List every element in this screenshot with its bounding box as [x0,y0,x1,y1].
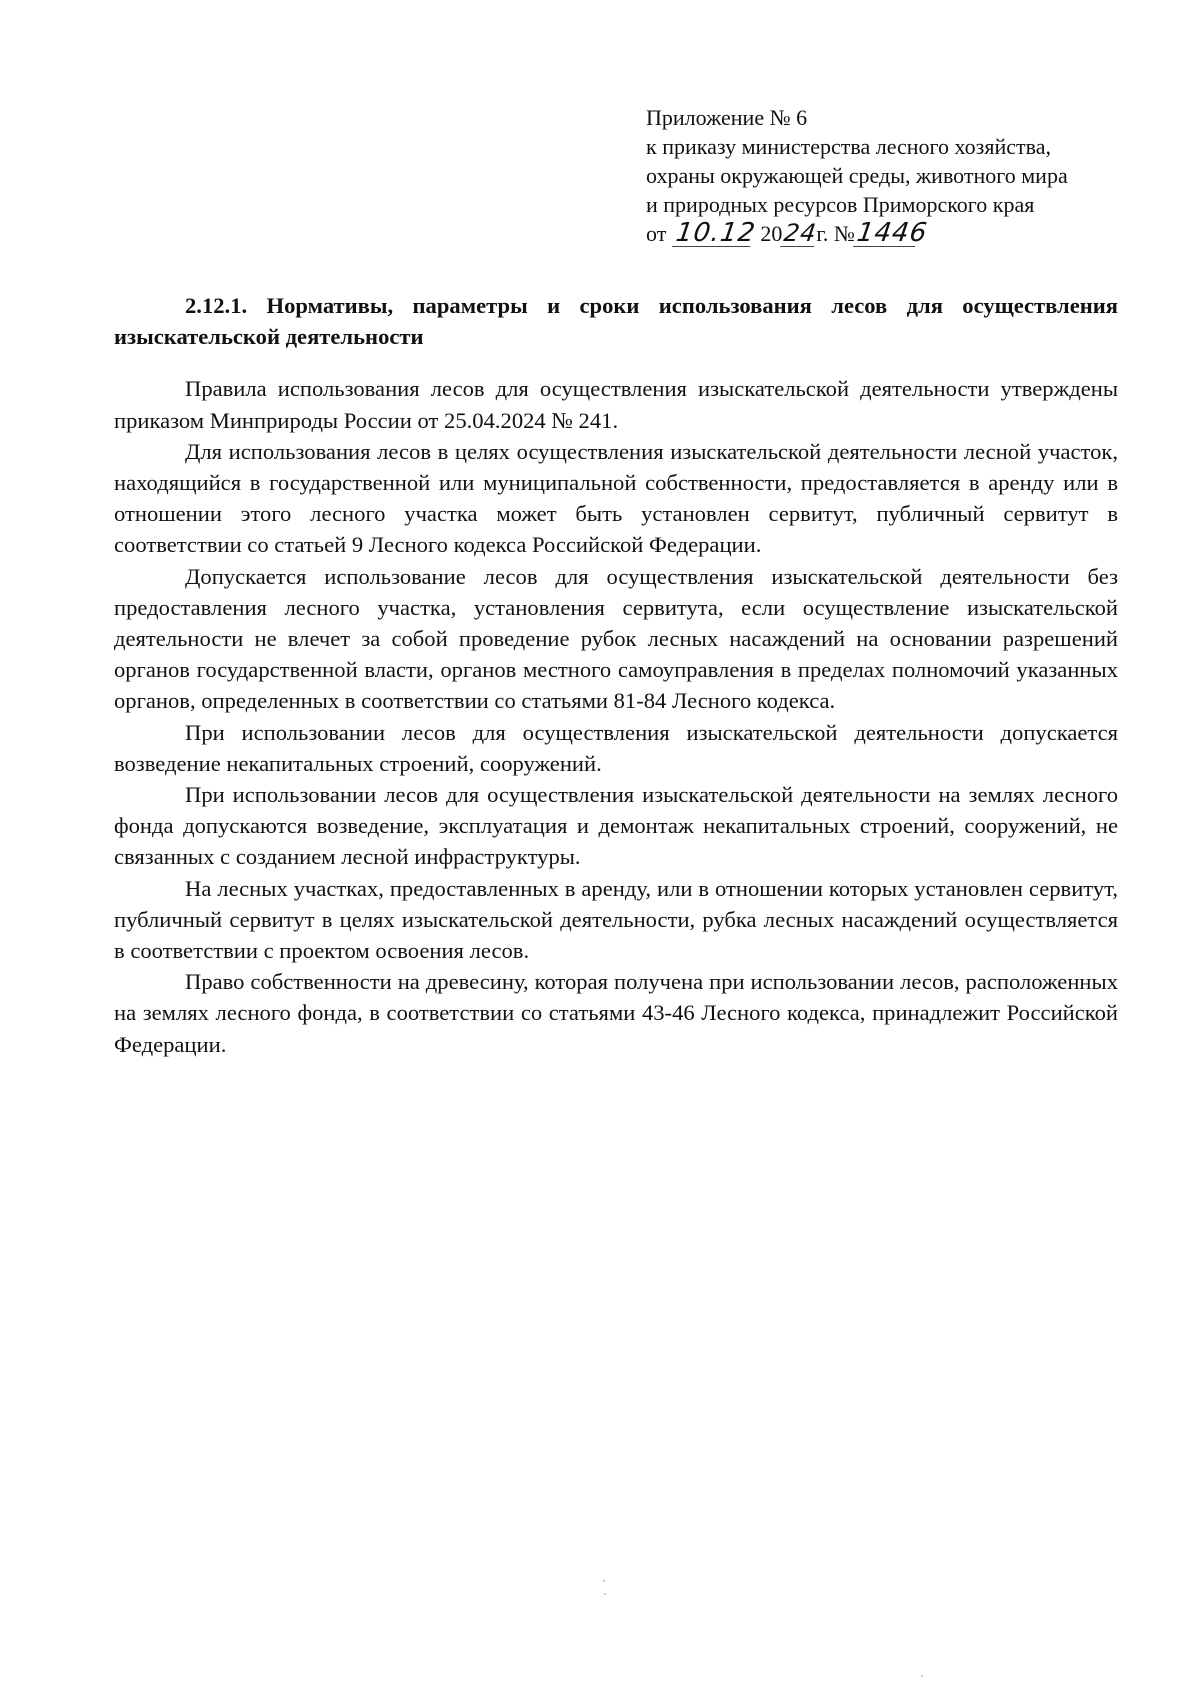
order-number-handwritten: 1446 [854,218,930,248]
paragraph-7: Право собственности на древесину, которая получена при использовании лесов, расположенных на землях лесного фонда, в соответствии со статьями 43-46 Лесного кодекса, принадлежит Российской Федерации. [114,969,1118,1057]
appendix-title: Приложение № 6 [646,105,808,130]
paragraph-3: Допускается использование лесов для осуществления изыскательской деятельности без предоставления лесного участка, установления сервитута, если осуществление изыскательской деятельности не влечет за собой проведение рубок лесных насаждений на основании разрешений органов государственной власти, органов местного самоуправления в пределах полномочий указанных органов, определенных в соответствии со статьями 81-84 Лесного кодекса. [114,563,1118,714]
paragraph-2: Для использования лесов в целях осуществления изыскательской деятельности лесной участок, находящийся в государственной или муниципальной собственности, предоставляется в аренду или в отношении этого лесного участка может быть установлен сервитут, публичный сервитут в соответствии со статьей 9 Лесного кодекса Российской Федерации. [114,438,1118,558]
paragraph-6: На лесных участках, предоставленных в аренду, или в отношении которых установлен сервитут, публичный сервитут в целях изыскательской деятельности, рубка лесных насаждений осуществляется в соответствии с проектом освоения лесов. [114,875,1118,964]
paragraph-5: При использовании лесов для осуществления изыскательской деятельности на землях лесного фонда допускаются возведение, эксплуатация и демонтаж некапитальных строений, сооружений, не связанных с созданием лесной инфраструктуры. [114,782,1118,870]
paragraph-4: При использовании лесов для осуществления изыскательской деятельности допускается возведение некапитальных строений, сооружений. [114,719,1118,776]
scan-speck [604,1593,606,1595]
section-heading: 2.12.1. Нормативы, параметры и сроки использования лесов для осуществления изыскательской деятельности [114,293,1118,350]
order-year-handwritten: 24 [782,219,819,247]
document-body [114,290,1118,1060]
order-year-unit: г. № [816,221,855,246]
order-prefix: от [646,221,667,246]
appendix-line-4: и природных ресурсов Приморского края [646,192,1035,217]
order-reference [646,219,1146,248]
paragraph-1: Правила использования лесов для осуществления изыскательской деятельности утверждены приказом Минприроды России от 25.04.2024 № 241. [114,376,1118,433]
appendix-line-3: охраны окружающей среды, животного мира [646,163,1068,188]
appendix-header [646,103,1146,248]
order-date-handwritten: 10.12 [674,218,758,248]
scan-speck [921,1675,923,1677]
order-year-prefix: 20 [760,221,783,246]
scan-speck [603,1580,605,1582]
appendix-line-2: к приказу министерства лесного хозяйства, [646,134,1052,159]
